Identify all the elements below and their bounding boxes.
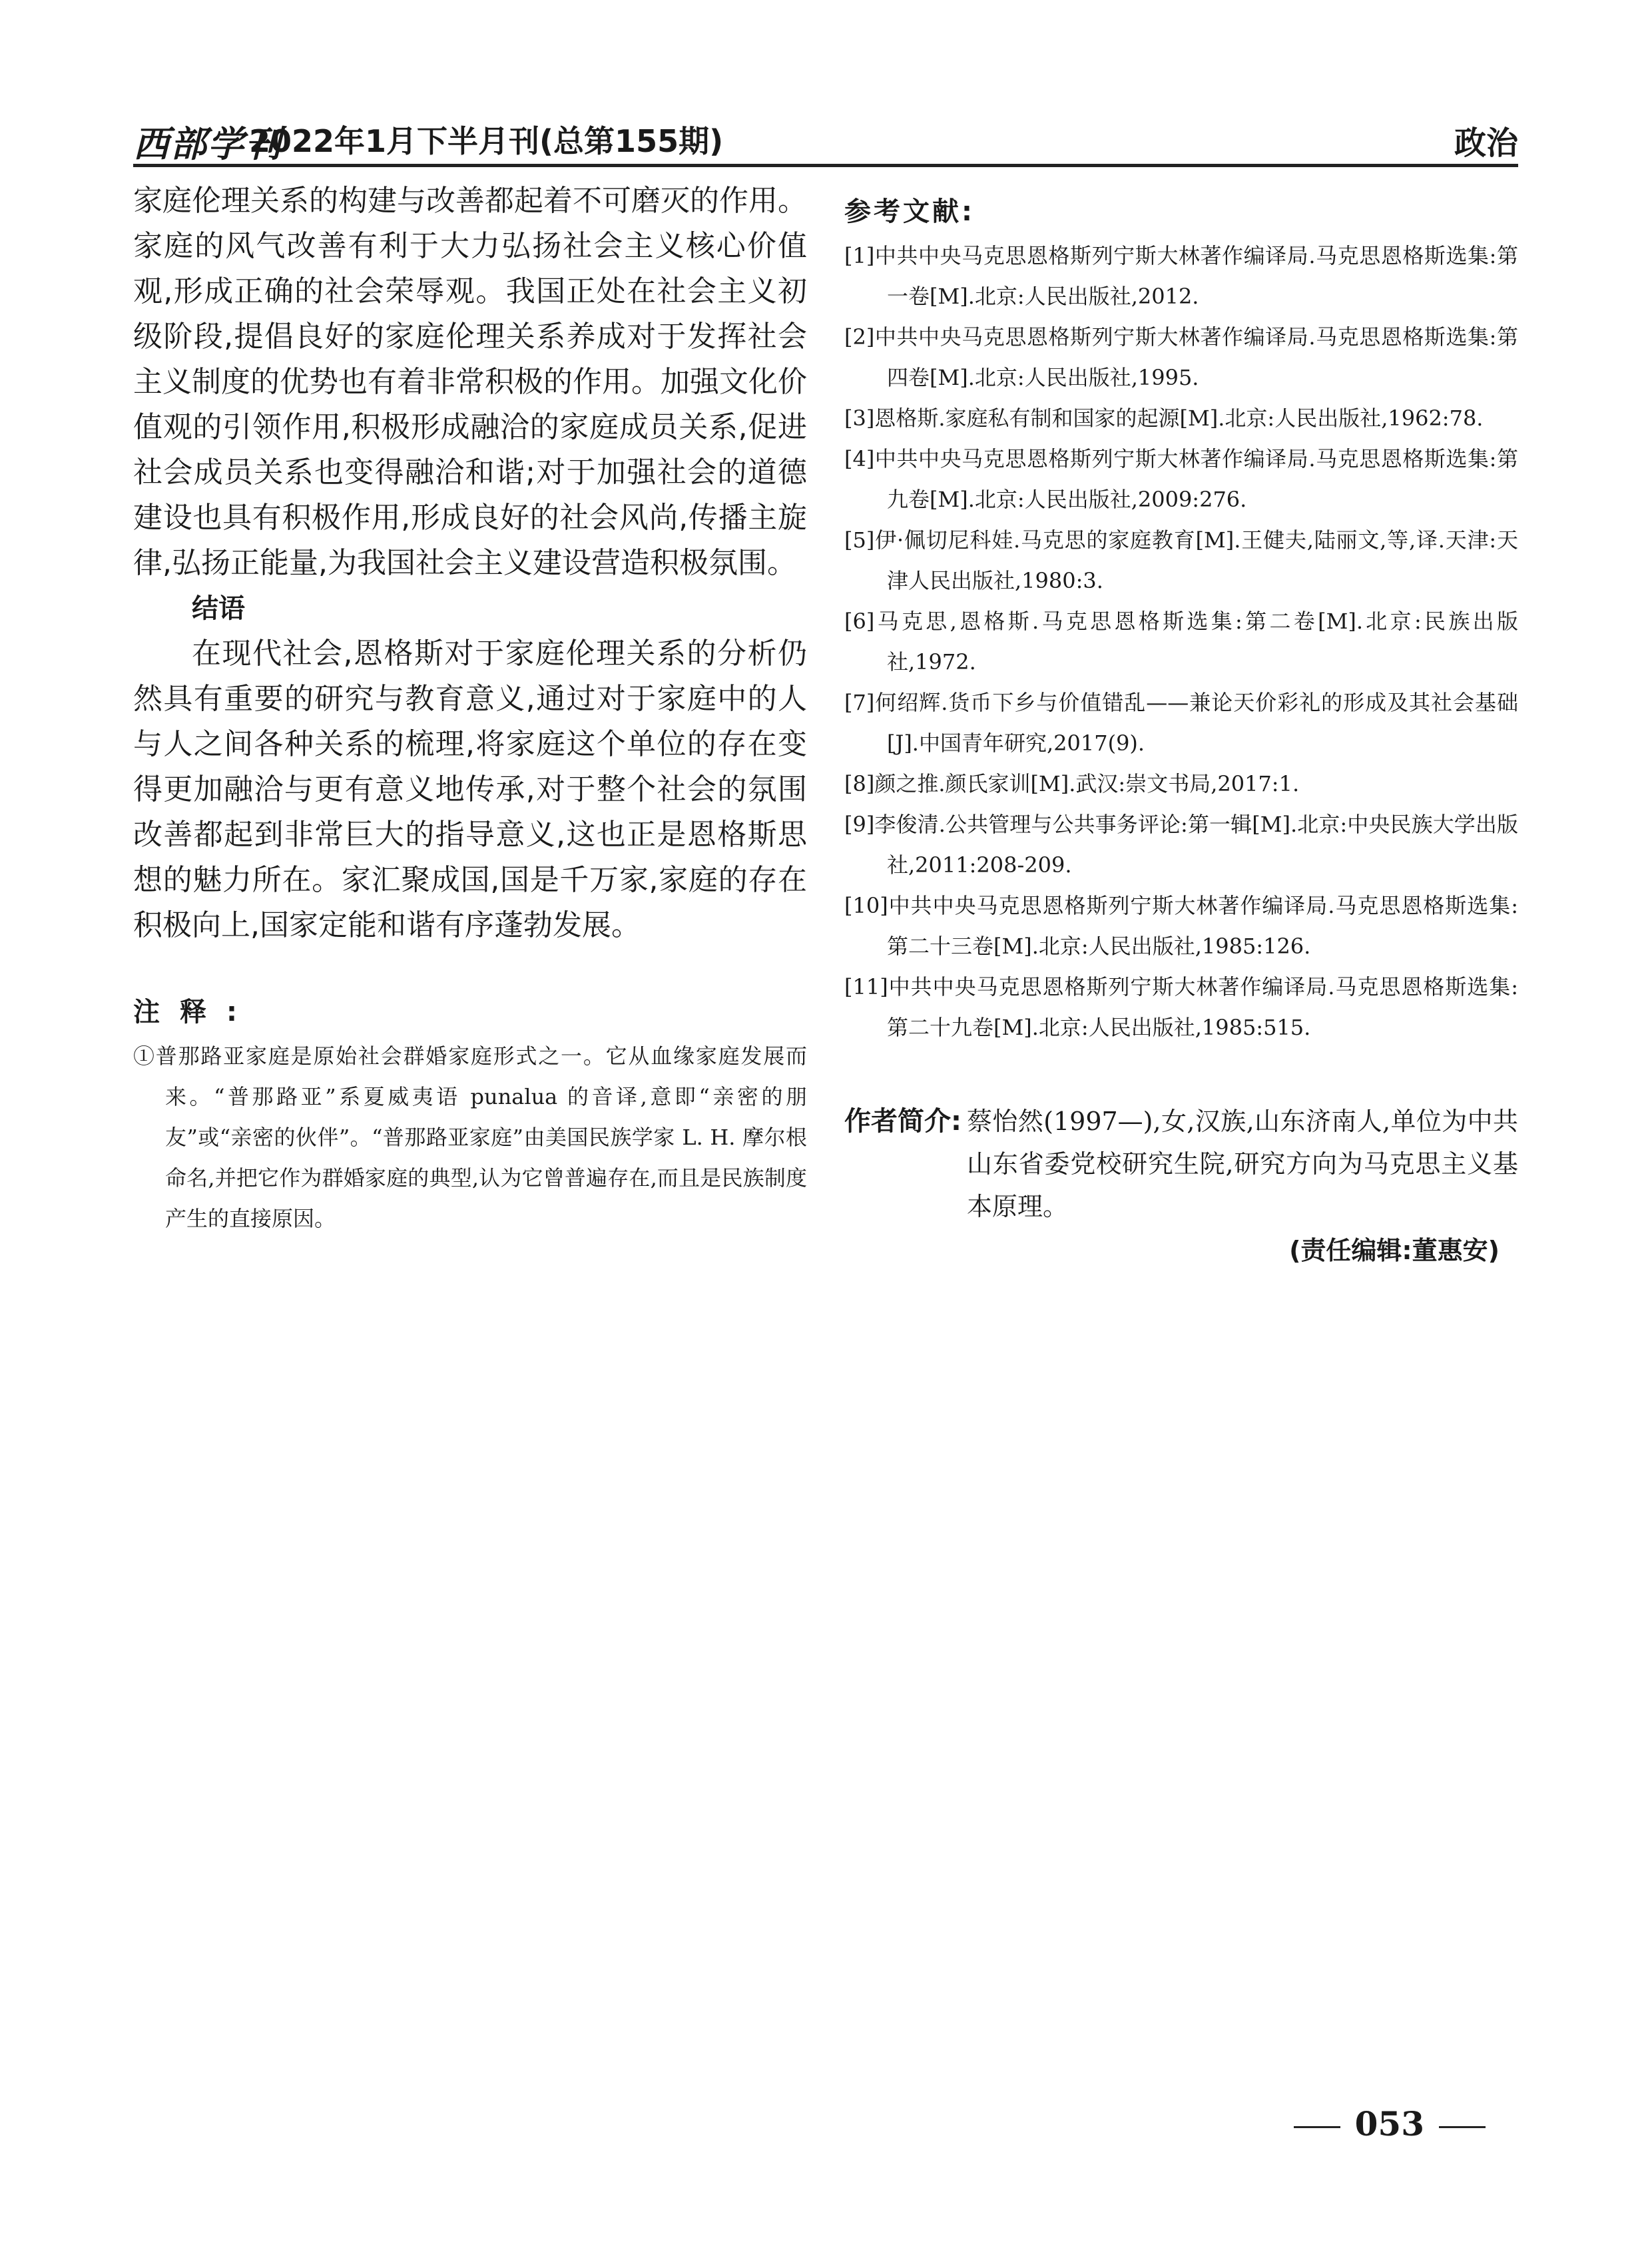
author-text: 蔡怡然(1997—),女,汉族,山东济南人,单位为中共山东省委党校研究生院,研究方向为马克思主义基本原理。 — [967, 1107, 1518, 1221]
page-number-text: 053 — [1354, 2104, 1424, 2143]
reference-item: [2]中共中央马克思恩格斯列宁斯大林著作编译局.马克思恩格斯选集:第四卷[M].北京:人民出版社,1995. — [844, 324, 1518, 390]
reference-list — [844, 236, 1518, 1048]
reference-item: [4]中共中央马克思恩格斯列宁斯大林著作编译局.马克思恩格斯选集:第九卷[M].北京:人民出版社,2009:276. — [844, 446, 1518, 512]
author-label: 作者简介: — [844, 1106, 962, 1137]
running-header — [133, 112, 1518, 165]
reference-item: [7]何绍辉.货币下乡与价值错乱——兼论天价彩礼的形成及其社会基础[J].中国青年研究,2017(9). — [844, 690, 1518, 756]
header-rule — [133, 164, 1518, 167]
left-column — [133, 178, 807, 1261]
body-paragraph: 家庭伦理关系的构建与改善都起着不可磨灭的作用。家庭的风气改善有利于大力弘扬社会主义核心价值观,形成正确的社会荣辱观。我国正处在社会主义初级阶段,提倡良好的家庭伦理关系养成对于发挥社会主义制度的优势也有着非常积极的作用。加强文化价值观的引领作用,积极形成融洽的家庭成员关系,促进社会成员关系也变得融洽和谐;对于加强社会的道德建设也具有积极作用,形成良好的社会风尚,传播主旋律,弘扬正能量,为我国社会主义建设营造积极氛围。 — [133, 184, 807, 580]
conclusion-heading: 结语 — [192, 593, 245, 624]
reference-item: [9]李俊清.公共管理与公共事务评论:第一辑[M].北京:中央民族大学出版社,2011:208-209. — [844, 812, 1518, 878]
note-item: ①普那路亚家庭是原始社会群婚家庭形式之一。它从血缘家庭发展而来。“普那路亚”系夏威夷语 punalua 的音译,意即“亲密的朋友”或“亲密的伙伴”。“普那路亚家庭”由美国民族学家 L. H. 摩尔根命名,并把它作为群婚家庭的典型,认为它曾普遍存在,而且是民族制度产生的直接原因。 — [133, 1043, 807, 1231]
references-heading: 参考文献: — [844, 196, 975, 227]
reference-item: [5]伊·佩切尼科娃.马克思的家庭教育[M].王健夫,陆丽文,等,译.天津:天津人民出版社,1980:3. — [844, 527, 1518, 593]
page-number — [1279, 2104, 1500, 2143]
journal-name: 西部学刊 — [133, 123, 282, 165]
responsible-editor: (责任编辑:董惠安) — [1289, 1236, 1500, 1265]
conclusion-paragraph: 在现代社会,恩格斯对于家庭伦理关系的分析仍然具有重要的研究与教育意义,通过对于家庭中的人与人之间各种关系的梳理,将家庭这个单位的存在变得更加融洽与更有意义地传承,对于整个社会的氛围改善都起到非常巨大的指导意义,这也正是恩格斯思想的魅力所在。家汇聚成国,国是千万家,家庭的存在积极向上,国家定能和谐有序蓬勃发展。 — [133, 637, 807, 942]
issue-info: 2022年1月下半月刊(总第155期) — [249, 123, 724, 159]
reference-item: [11]中共中央马克思恩格斯列宁斯大林著作编译局.马克思恩格斯选集:第二十九卷[M].北京:人民出版社,1985:515. — [844, 974, 1518, 1040]
reference-item: [1]中共中央马克思恩格斯列宁斯大林著作编译局.马克思恩格斯选集:第一卷[M].北京:人民出版社,2012. — [844, 243, 1518, 309]
reference-item: [10]中共中央马克思恩格斯列宁斯大林著作编译局.马克思恩格斯选集:第二十三卷[M].北京:人民出版社,1985:126. — [844, 893, 1518, 959]
reference-item: [3]恩格斯.家庭私有制和国家的起源[M].北京:人民出版社,1962:78. — [844, 406, 1484, 431]
author-bio — [844, 1100, 1518, 1228]
right-column — [844, 193, 1518, 1272]
dash-right — [1439, 2126, 1486, 2128]
reference-item: [6]马克思,恩格斯.马克思恩格斯选集:第二卷[M].北京:民族出版社,1972. — [844, 609, 1518, 675]
dash-left — [1294, 2126, 1340, 2128]
notes-heading: 注释: — [133, 997, 257, 1027]
reference-item: [8]颜之推.颜氏家训[M].武汉:崇文书局,2017:1. — [844, 771, 1300, 796]
section-name: 政治 — [1454, 125, 1518, 162]
